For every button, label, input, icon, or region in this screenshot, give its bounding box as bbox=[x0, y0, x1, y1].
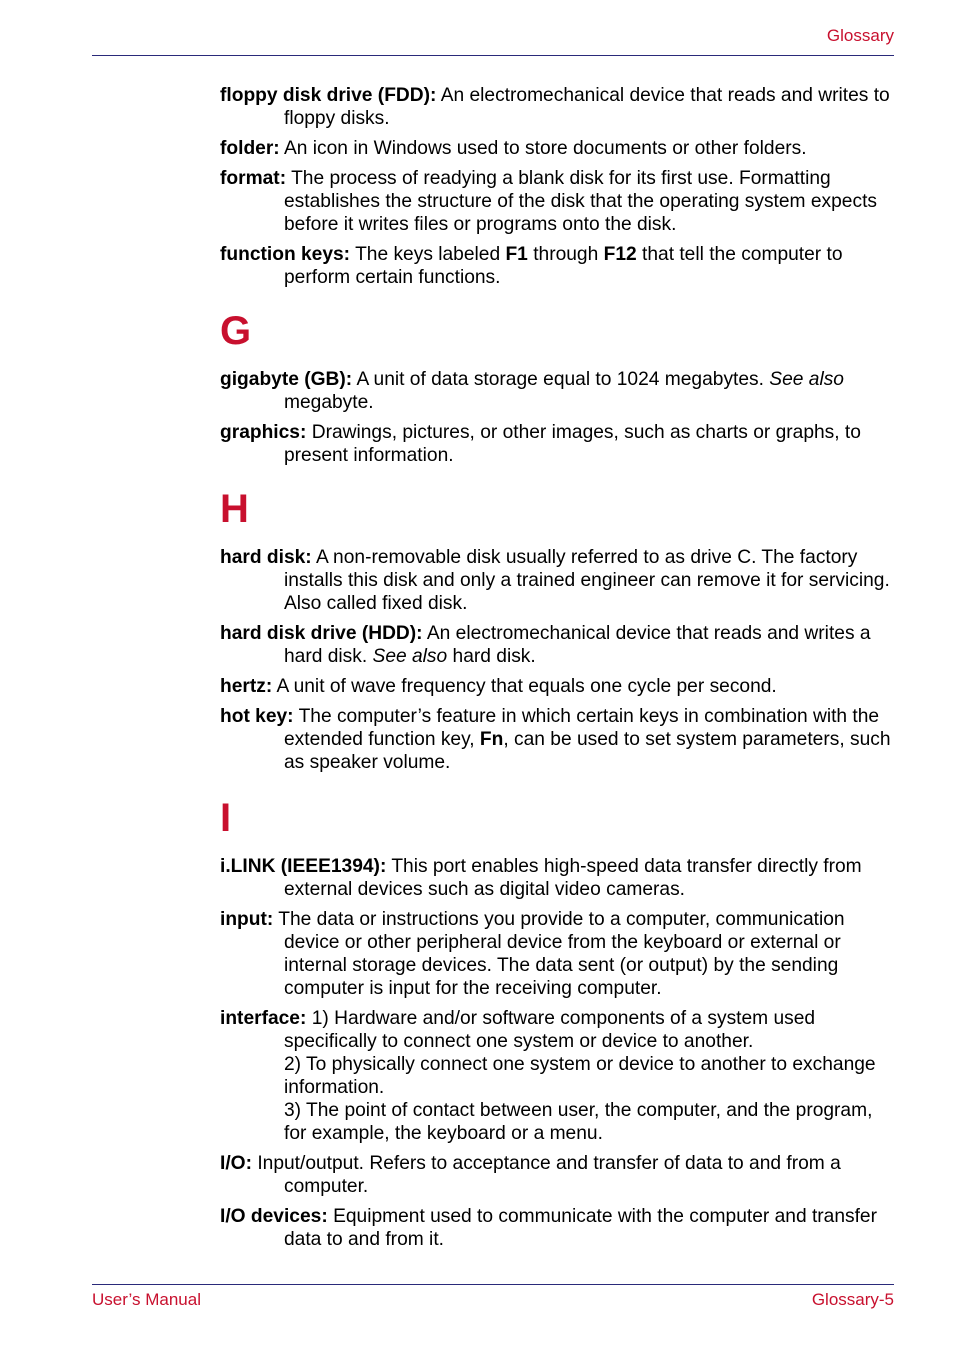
section-letter: G bbox=[220, 309, 252, 353]
glossary-entry bbox=[220, 1152, 896, 1198]
glossary-entry bbox=[220, 421, 896, 467]
entry-term: hard disk: bbox=[220, 547, 312, 568]
entry-definition: 2) To physically connect one system or device to another to exchange information. bbox=[284, 1054, 876, 1098]
entry-term: hertz: bbox=[220, 676, 273, 697]
entry-definition: through bbox=[527, 244, 604, 265]
entry-term: I/O devices: bbox=[220, 1206, 328, 1227]
entry-definition: Equipment used to communicate with the computer and transfer data to and from it. bbox=[284, 1206, 877, 1250]
entry-definition: A non-removable disk usually referred to as drive C. The factory installs this disk and only a trained engineer can remove it for servicing. Also called fixed disk. bbox=[284, 547, 890, 614]
entry-definition: An icon in Windows used to store documents or other folders. bbox=[283, 138, 807, 159]
footer-rule bbox=[92, 1284, 894, 1285]
entry-definition: This port enables high-speed data transfer directly from external devices such as digital video cameras. bbox=[284, 856, 862, 900]
glossary-entry bbox=[220, 84, 896, 130]
glossary-entry bbox=[220, 167, 896, 236]
glossary-entry bbox=[220, 675, 896, 698]
entry-definition: The computer’s feature in which certain keys in combination with the extended function key, bbox=[284, 706, 880, 750]
header-title: Glossary bbox=[826, 26, 894, 45]
footer-page-number: Glossary-5 bbox=[811, 1290, 894, 1309]
glossary-entry bbox=[220, 1205, 896, 1251]
entry-definition: A unit of wave frequency that equals one cycle per second. bbox=[276, 676, 777, 697]
entry-term: hard disk drive (HDD): bbox=[220, 623, 423, 644]
entry-definition: 1) Hardware and/or software components of a system used specifically to connect one system or device to another. bbox=[284, 1008, 816, 1052]
section-h bbox=[220, 487, 896, 774]
entry-term: input: bbox=[220, 909, 274, 930]
section-letter: H bbox=[220, 487, 249, 531]
entry-definition: Drawings, pictures, or other images, such as charts or graphs, to present information. bbox=[284, 422, 861, 466]
glossary-entry bbox=[220, 546, 896, 615]
entry-definition: Input/output. Refers to acceptance and transfer of data to and from a computer. bbox=[257, 1153, 841, 1197]
section-i bbox=[220, 796, 896, 1251]
entry-definition: A unit of data storage equal to 1024 megabytes. bbox=[356, 369, 770, 390]
entry-definition: The keys labeled bbox=[355, 244, 506, 265]
glossary-entry bbox=[220, 137, 896, 160]
entry-term: I/O: bbox=[220, 1153, 252, 1174]
entry-definition: An electromechanical device that reads and writes to floppy disks. bbox=[284, 85, 890, 129]
entry-definition: megabyte. bbox=[284, 392, 374, 413]
glossary-entry bbox=[220, 908, 896, 1000]
glossary-entry bbox=[220, 622, 896, 668]
entry-term: floppy disk drive (FDD): bbox=[220, 85, 437, 106]
entry-term: folder: bbox=[220, 138, 280, 159]
entry-definition: , can be used to set system parameters, such as speaker volume. bbox=[284, 729, 891, 773]
glossary-entry bbox=[220, 1007, 896, 1145]
entry-term: format: bbox=[220, 168, 287, 189]
see-also: See also bbox=[372, 646, 448, 667]
entry-term: i.LINK (IEEE1394): bbox=[220, 856, 387, 877]
section-f bbox=[220, 84, 896, 289]
entry-term: graphics: bbox=[220, 422, 307, 443]
glossary-content bbox=[220, 84, 896, 1258]
section-letter: I bbox=[220, 796, 232, 840]
key-name: F12 bbox=[603, 244, 637, 265]
entry-definition: The data or instructions you provide to a computer, communication device or other peripheral device from the keyboard or external or internal storage devices. The data sent (or output) by the sending computer is input for the receiving computer. bbox=[278, 909, 845, 999]
see-also: See also bbox=[769, 369, 844, 390]
key-name: Fn bbox=[479, 729, 504, 750]
entry-term: function keys: bbox=[220, 244, 351, 265]
glossary-entry bbox=[220, 705, 896, 774]
header-rule bbox=[92, 55, 894, 56]
section-g bbox=[220, 309, 896, 467]
entry-term: interface: bbox=[220, 1008, 307, 1029]
entry-definition: An electromechanical device that reads and writes a hard disk. bbox=[284, 623, 871, 667]
entry-definition: 3) The point of contact between user, the computer, and the program, for example, the keyboard or a menu. bbox=[284, 1100, 873, 1144]
key-name: F1 bbox=[505, 244, 528, 265]
entry-definition: that tell the computer to perform certain functions. bbox=[284, 244, 843, 288]
entry-definition: hard disk. bbox=[447, 646, 536, 667]
footer-manual-title: User’s Manual bbox=[92, 1290, 201, 1309]
entry-definition: The process of readying a blank disk for its first use. Formatting establishes the structure of the disk that the operating system expects before it writes files or programs onto the disk. bbox=[284, 168, 877, 235]
glossary-entry bbox=[220, 243, 896, 289]
entry-term: hot key: bbox=[220, 706, 294, 727]
glossary-entry bbox=[220, 368, 896, 414]
glossary-entry bbox=[220, 855, 896, 901]
entry-term: gigabyte (GB): bbox=[220, 369, 353, 390]
